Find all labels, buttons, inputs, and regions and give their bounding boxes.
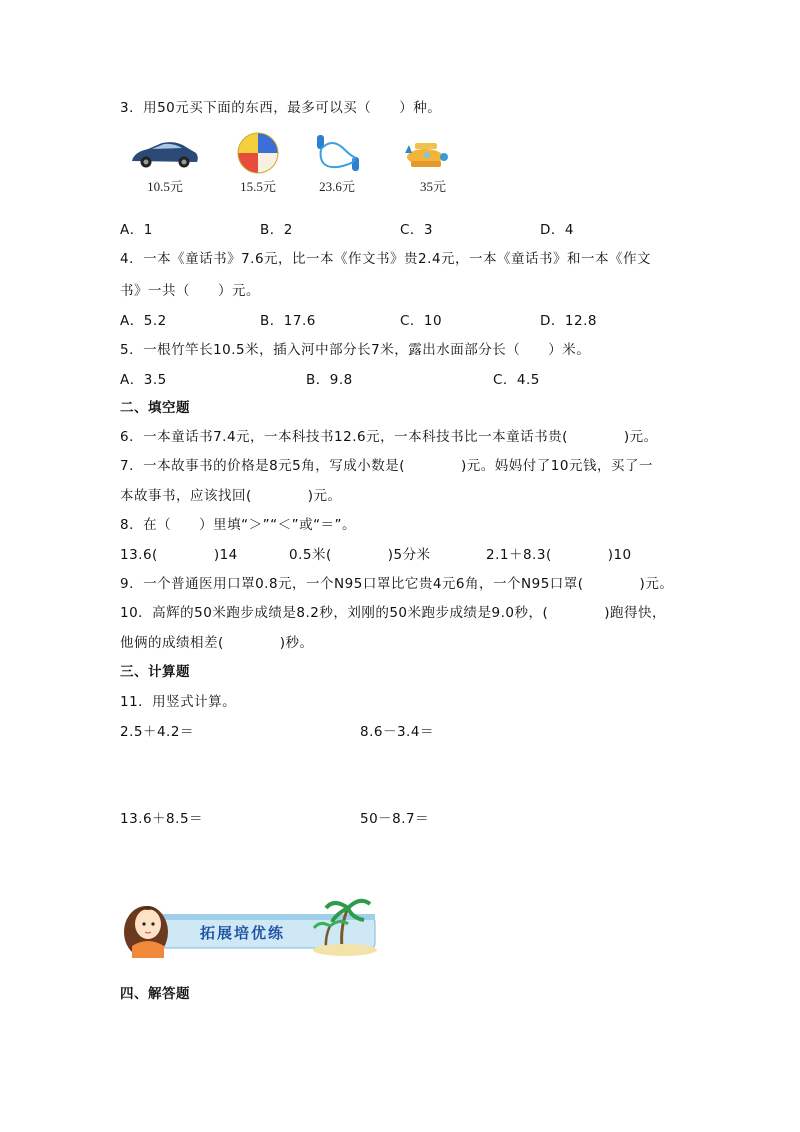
q9: 9．一个普通医用口罩0.8元，一个N95口罩比它贵4元6角，一个N95口罩( )元。 xyxy=(120,576,674,592)
q8-part-2: 0.5米( )5分米 xyxy=(289,547,431,563)
q8-stem: 8．在（ ）里填“＞”“＜”或“＝”。 xyxy=(120,517,357,533)
q11-expr-2: 8.6－3.4＝ xyxy=(360,724,434,740)
section-heading-word-problems: 四、解答题 xyxy=(120,986,190,1002)
q4-line2: 书》一共（ ）元。 xyxy=(120,283,260,299)
q5-option-c: C．4.5 xyxy=(493,372,540,388)
q4-option-a: A．5.2 xyxy=(120,313,167,329)
q8-part-3: 2.1＋8.3( )10 xyxy=(486,547,632,563)
q3-option-a: A．1 xyxy=(120,222,153,238)
q4-option-d: D．12.8 xyxy=(540,313,597,329)
q4-option-b: B．17.6 xyxy=(260,313,316,329)
q3-option-d: D．4 xyxy=(540,222,574,238)
q3-option-c: C．3 xyxy=(400,222,434,238)
q3-option-b: B．2 xyxy=(260,222,293,238)
q11-stem: 11．用竖式计算。 xyxy=(120,694,237,710)
section-heading-calculation: 三、计算题 xyxy=(120,664,190,680)
q4-option-c: C．10 xyxy=(400,313,443,329)
q11-expr-1: 2.5＋4.2＝ xyxy=(120,724,194,740)
price-ball: 15.5元 xyxy=(240,179,276,194)
q7-line1: 7．一本故事书的价格是8元5角，写成小数是( )元。妈妈付了10元钱，买了一 xyxy=(120,458,653,474)
q5-option-b: B．9.8 xyxy=(306,372,353,388)
banner-title: 拓展培优练 xyxy=(200,924,286,942)
q10-line2: 他俩的成绩相差( )秒。 xyxy=(120,635,314,651)
price-car: 10.5元 xyxy=(147,179,183,194)
q11-expr-4: 50－8.7＝ xyxy=(360,811,430,827)
q3-stem: 3．用50元买下面的东西，最多可以买（ ）种。 xyxy=(120,100,442,116)
price-rope: 23.6元 xyxy=(319,179,355,194)
extension-banner xyxy=(120,888,380,958)
q11-expr-3: 13.6＋8.5＝ xyxy=(120,811,204,827)
car-icon xyxy=(128,137,200,171)
q6: 6．一本童话书7.4元，一本科技书12.6元，一本科技书比一本童话书贵( )元。 xyxy=(120,429,658,445)
section-heading-fill-blank: 二、填空题 xyxy=(120,400,190,416)
toy-plane-icon xyxy=(397,131,453,177)
q4-line1: 4．一本《童话书》7.6元，比一本《作文书》贵2.4元，一本《童话书》和一本《作文 xyxy=(120,251,652,267)
q8-part-1: 13.6( )14 xyxy=(120,547,238,563)
price-plane: 35元 xyxy=(419,179,446,194)
q5-option-a: A．3.5 xyxy=(120,372,167,388)
q10-line1: 10．高辉的50米跑步成绩是8.2秒，刘刚的50米跑步成绩是9.0秒，( )跑得快， xyxy=(120,605,667,621)
q5-stem: 5．一根竹竿长10.5米，插入河中部分长7米，露出水面部分长（ ）米。 xyxy=(120,342,591,358)
jump-rope-icon xyxy=(314,131,364,175)
q7-line2: 本故事书，应该找回( )元。 xyxy=(120,488,342,504)
beach-ball-icon xyxy=(236,131,280,175)
